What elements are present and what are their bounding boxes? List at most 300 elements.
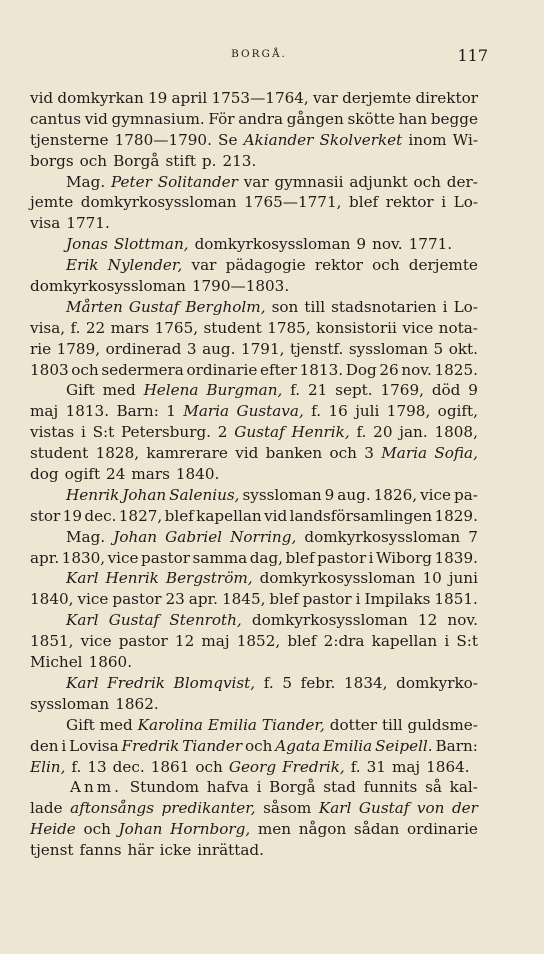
word: 19 [62,506,82,525]
word: okt. [448,339,478,358]
word: här [127,841,154,860]
word: student [203,318,262,337]
word: andra [238,109,284,128]
text-line [30,777,478,798]
word: 1840, [30,590,74,609]
word: och [244,736,273,755]
word: gymnasii [274,172,344,191]
word: var [191,256,217,275]
word: sådan [353,820,400,839]
text-line [30,757,478,778]
word: jemte [30,193,74,212]
word: 1753—1764, [211,89,309,107]
word: ordinarie [407,820,478,839]
page-header [30,46,488,68]
word: tjenstf. [289,339,344,358]
word: febr. [300,673,336,692]
text-line [30,401,478,422]
italic-name-word: Karl [318,799,352,818]
text-line [30,485,478,506]
word: vid [30,89,54,107]
italic-name-word: Fredrik [121,736,180,755]
word: Impilaks [364,590,431,609]
word: pastor [118,632,168,651]
word: blef [287,632,317,651]
word: 12 [417,611,438,630]
word: 7 [468,527,478,546]
italic-name-word: Karl [66,673,99,692]
word: dag, [249,548,284,567]
word: aug. [337,485,371,504]
word: vistas [30,423,75,442]
word: pastor [317,548,367,567]
text-line [30,213,478,234]
word: fanns [79,841,122,860]
word: banken [265,444,323,463]
word: i [355,590,361,609]
word: nov. [372,235,403,254]
word: april [171,89,208,107]
word: död [431,381,461,400]
word: juni [448,569,478,588]
word: och [83,820,111,839]
word: 5 [433,339,444,358]
word: dec. [84,506,117,525]
italic-name-word: Gustava, [236,402,304,421]
word: ogift, [437,402,478,421]
word: sedermera [101,360,184,379]
italic-name-word: Maria [381,444,428,463]
text-line [30,130,478,151]
italic-name-word: Karl [66,569,99,588]
word: p. [201,151,217,170]
word: 16 [328,402,348,421]
word: 1808, [434,423,478,442]
word: blef [269,590,299,609]
word: i [80,423,86,442]
word: direktor [415,89,478,107]
italic-name-word: Tiander [182,736,243,755]
italic-name-word: Akiander [243,130,314,149]
word: Gift [66,381,95,400]
word: rektor [314,256,363,275]
word: 1803 [30,360,69,379]
word: skötte [347,109,395,128]
word: pastor [140,548,191,567]
word: pädagogie [225,256,306,275]
text-line [30,234,478,255]
word: maj [30,402,59,421]
word: f. [290,381,301,400]
italic-name-word: Gustaf [234,423,285,442]
word: Wiborg [375,548,433,567]
word: stor [30,506,61,525]
italic-name-word: Johan [113,527,158,546]
word: blef [285,548,315,567]
word: 5 [282,673,292,692]
word: 1791, [240,339,285,358]
word: till [381,715,403,734]
word: pa- [454,485,478,504]
word: 1862. [115,694,159,713]
word: blef [348,193,379,212]
word: 1830, [61,548,106,567]
word: vice [107,548,139,567]
word: i [444,632,450,651]
word: der- [446,172,478,191]
word: borgs [30,151,74,170]
word: han [398,109,428,128]
italic-name-word: Johan [118,820,163,839]
word: Barn: [116,402,159,421]
word: 1771. [408,235,453,254]
text-line [30,840,478,861]
word: f. [263,673,274,692]
word: 1790—1803. [191,277,290,296]
page-number: 117 [457,46,488,65]
text-line [30,360,478,381]
italic-name-word: Sofia, [434,444,478,463]
word: inrättad. [197,841,264,860]
word: och [413,172,441,191]
word: sept. [335,381,373,400]
word: kal- [449,778,478,797]
italic-name-word: Tiander, [261,715,325,734]
word: 1798, [386,402,431,421]
word: 10 [422,569,442,588]
text-line [30,151,478,172]
word: 1839. [434,548,478,567]
word: Michel [30,653,83,672]
word: 9 [356,235,367,254]
word: 20 [373,423,393,442]
italic-name-word: Heide [30,820,76,839]
italic-name-word: Gustaf [358,799,410,818]
italic-name-word: Stenroth, [169,611,242,630]
italic-name-word: Georg [228,757,277,776]
word: 1864. [426,757,470,776]
word: 1771. [66,214,110,233]
word: 2:dra [323,632,365,651]
italic-name-word: Jonas [66,235,108,254]
text-line [30,527,478,548]
word: domkyrkosyssloman [30,277,186,296]
word: f. [350,757,361,776]
word: 31 [366,757,386,776]
word: 1834, [344,673,388,692]
word: vice [77,590,109,609]
word: 1789, [56,339,101,358]
word: apr. [188,590,218,609]
word: 1852, [236,632,281,651]
text-line [30,610,478,631]
word: vid [84,109,108,128]
word: nov. [401,360,432,379]
word: vice [420,485,452,504]
word: Lo- [453,193,478,212]
word: visa [30,214,61,233]
italic-name-word: Salenius, [169,485,240,504]
italic-name-word: Peter [110,172,152,191]
word: Se [218,130,238,149]
word: Dog [345,360,377,379]
italic-name-word: Erik [66,256,99,275]
text-line [30,443,478,464]
text-line [30,568,478,589]
word: Wi- [452,130,478,149]
word: domkyrkosyssloman [251,611,408,630]
italic-name-word: predikanter, [161,799,256,818]
word: 22 [85,318,106,337]
word: f. [356,423,367,442]
italic-name-word: Fredrik [107,673,166,692]
word: med [102,381,136,400]
italic-name-word: Fredrik, [282,757,345,776]
italic-name-word: Henrik [66,485,120,504]
word: Stundom [129,778,200,797]
word: ogift [64,465,101,484]
italic-name-word: Gabriel [165,527,223,546]
word: Lo- [453,297,478,316]
text-line [30,694,478,715]
text-line [30,109,478,130]
text-line [30,464,478,485]
word: gången [286,109,344,128]
italic-name-word: Helena [143,381,199,400]
word: 23 [165,590,185,609]
word: pastor [302,590,352,609]
word: maj [391,757,421,776]
italic-name-word: Elin, [30,757,66,776]
word: Barn: [435,736,478,755]
word: 1825. [434,360,478,379]
word: lade [30,799,63,818]
word: domkyrko- [396,673,478,692]
word: landsförsamlingen [289,506,433,525]
word: maj [201,632,230,651]
word: vice [80,632,112,651]
italic-name-word: Bergholm, [185,297,266,316]
word: domkyrkosyssloman [259,569,416,588]
word: kapellan [371,632,438,651]
text-line [30,297,478,318]
word: 24 [106,465,126,484]
word: 1813. [299,360,344,379]
word: 1765, [154,318,199,337]
word: 1851. [434,590,478,609]
text-line [30,673,478,694]
word: vid [264,506,288,525]
word: såsom [263,799,312,818]
word: syssloman [348,339,429,358]
word: med [99,715,133,734]
text-line [30,589,478,610]
word: ordinarie [186,360,258,379]
word: derjemte [408,256,478,275]
word: 1840. [175,465,220,484]
word: inom [408,130,447,149]
italic-name-word: Henrik [105,569,159,588]
word: vice [402,318,434,337]
word: rektor [385,193,434,212]
word: och [71,360,99,379]
italic-name-word: von [416,799,445,818]
text-line [30,736,478,757]
word: i [61,736,67,755]
word: 21 [307,381,328,400]
word: 1769, [380,381,424,400]
text-line [30,318,478,339]
word: och [329,444,357,463]
word: hafva [206,778,249,797]
word: gymnasium. [111,109,205,128]
italic-name-word: Gustaf [128,297,180,316]
word: 1780—1790. [114,130,212,149]
word: Petersburg. [121,423,211,442]
italic-name-word: Burgman, [206,381,283,400]
word: 1813. [65,402,110,421]
italic-name-word: Norring, [230,527,297,546]
word: syssloman [242,485,322,504]
word: 13 [87,757,107,776]
word: blef [164,506,194,525]
running-head: BORGÅ. [231,48,287,60]
text-line [30,192,478,213]
word: 1851, [30,632,74,651]
word: icke [159,841,192,860]
word: dog [30,465,59,484]
italic-name-word: Emilia [323,736,373,755]
word: 1860. [88,653,133,672]
italic-name-word: Agata [275,736,321,755]
italic-name-word: Gustaf [108,611,160,630]
word: f. [70,318,81,337]
word: adjunkt [349,172,408,191]
word: kapellan [196,506,262,525]
word: cantus [30,109,82,128]
text-line [30,715,478,736]
word: så [425,778,442,797]
word: 9 [468,381,478,400]
word: och [195,757,223,776]
word: stad [323,778,356,797]
word: Mag. [66,172,106,191]
italic-name-word: Seipell. [375,736,433,755]
word: Borgå [269,778,316,797]
word: 12 [174,632,195,651]
word: begge [430,109,478,128]
word: till [304,297,326,316]
italic-name-word: Nylender, [107,256,183,275]
word: Borgå [113,151,160,170]
word: 1826, [373,485,418,504]
italic-name-word: Blomqvist, [173,673,256,692]
word: stift [165,151,196,170]
word: apr. [30,548,60,567]
word: tjenst [30,841,74,860]
word: f. [71,757,82,776]
word: 19 [147,89,168,107]
word: Anm. [70,778,122,797]
text-line [30,276,478,297]
text-line [30,798,478,819]
word: son [271,297,299,316]
italic-name-word: Solitander [157,172,238,191]
word: Mag. [66,527,106,546]
word: S:t [456,632,478,651]
word: domkyrkosyssloman [194,235,351,254]
word: och [372,256,400,275]
italic-name-word: Karl [66,611,99,630]
word: domkyrkosyssloman [80,193,237,212]
word: stadsnotarien [331,297,437,316]
word: i [368,548,374,567]
word: men [257,820,292,839]
word: någon [298,820,347,839]
text-line [30,548,478,569]
word: domkyrkan [57,89,144,107]
word: syssloman [30,694,110,713]
word: f. [311,402,322,421]
word: guldsme- [407,715,478,734]
italic-name-word: Bergström, [165,569,253,588]
word: S:t [92,423,115,442]
italic-name-word: Karolina [137,715,203,734]
word: i [442,297,448,316]
word: 213. [222,151,257,170]
word: Lovisa [69,736,119,755]
word: 2 [217,423,228,442]
italic-name-word: Slottman, [113,235,189,254]
text-line [30,652,478,673]
text-line [30,422,478,443]
italic-name-word: der [451,799,478,818]
text-line [30,380,478,401]
word: visa, [30,318,66,337]
word: 1765—1771, [244,193,342,212]
text-line [30,506,478,527]
word: 26 [379,360,399,379]
word: rie [30,339,52,358]
word: i [256,778,262,797]
word: konsistorii [316,318,397,337]
word: 1829. [434,506,478,525]
word: kamrerare [146,444,228,463]
word: var [312,89,338,107]
word: 1785, [267,318,311,337]
word: 1827, [118,506,163,525]
italic-name-word: aftonsångs [70,799,154,818]
italic-name-word: Skolverket [319,130,403,149]
word: dec. [112,757,145,776]
word: funnits [363,778,418,797]
word: nota- [438,318,478,337]
word: student [30,444,89,463]
word: mars [110,318,150,337]
word: 1 [166,402,176,421]
italic-name-word: Maria [183,402,230,421]
italic-name-word: Emilia [207,715,257,734]
word: 9 [324,485,335,504]
word: pastor [112,590,162,609]
word: ordinerad [105,339,182,358]
text-line [30,819,478,840]
word: vid [235,444,259,463]
word: mars [131,465,170,484]
italic-name-word: Johan [122,485,167,504]
word: aug. [202,339,236,358]
word: 1861 [150,757,190,776]
